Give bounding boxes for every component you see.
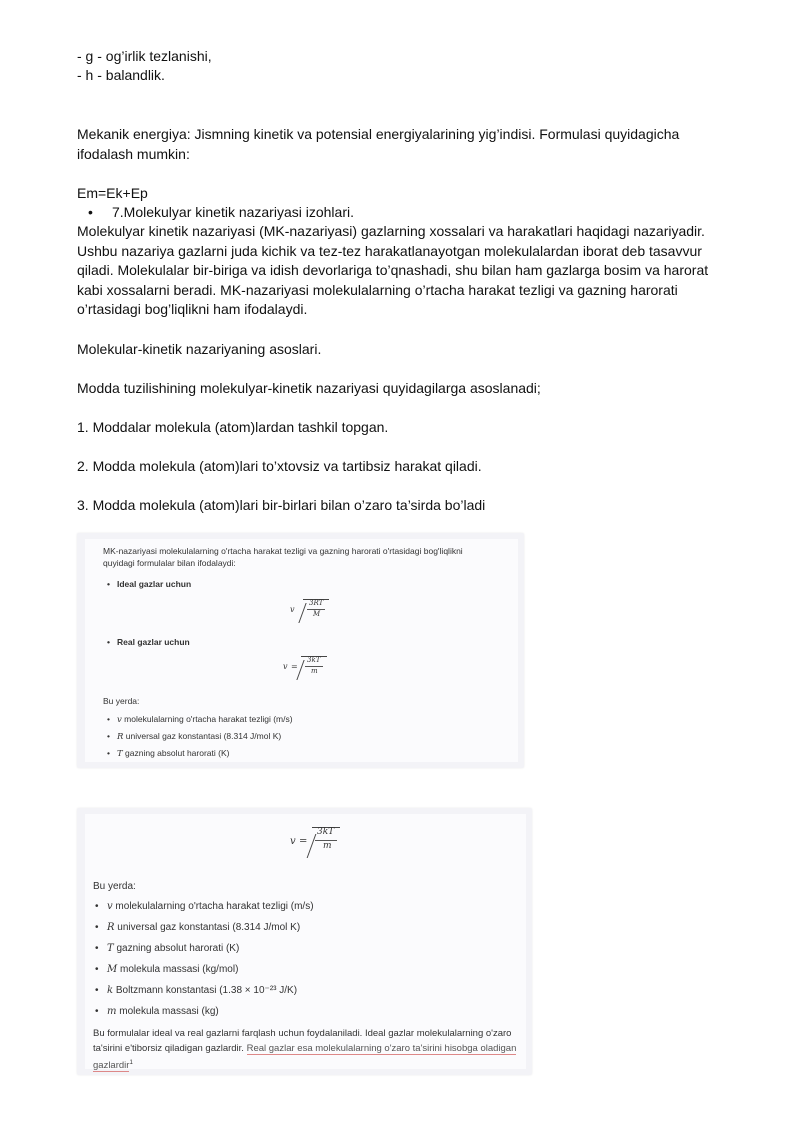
s2-def-k: • k Boltzmann konstantasi (1.38 × 10⁻²³ J/K)	[95, 985, 297, 996]
s2-def-v: • v molekulalarning o'rtacha harakat tezligi (m/s)	[95, 901, 314, 912]
s1-formula1-den: M	[313, 610, 321, 618]
s1-sqrt1-sign	[298, 603, 306, 623]
mk-theory-paragraph: Molekulyar kinetik nazariyasi (MK-nazariyasi) gazlarning xossalari va harakatlari haqidagi nazariyadir. Ushbu nazariya gazlarni juda kichik va tez-tez harakatlanayotgan molekulalardan iborat deb tasavvur qiladi. Molekulalar bir-biriga va idish devorlariga to’qnashadi, shu bilan ham gazlarga bosim va harorat kabi xossalarni beradi. MK-nazariyasi molekulalarning o’rtacha harakat tezligi va gazning harorati o’rtasidagi bog’liqlikni ham ifodalaydi.	[77, 223, 709, 317]
bullet-item-7: • 7.Molekulyar kinetik nazariyasi izohlari.	[88, 203, 354, 223]
embedded-screenshot-2	[77, 808, 532, 1075]
text-line-h: - h - balandlik.	[77, 67, 165, 83]
mechanical-energy-paragraph: Mekanik energiya: Jismning kinetik va potensial energiyalarining yig’indisi. Formulasi quyidagicha ifodalash mumkin:	[77, 126, 680, 162]
s2-bu-yerda: Bu yerda:	[93, 881, 136, 892]
s2-formula-num: 3kT	[317, 827, 335, 837]
s1-def-v: • v molekulalarning o'rtacha harakat tezligi (m/s)	[107, 714, 293, 725]
text-line-g: - g - og’irlik tezlanishi,	[77, 48, 212, 64]
s2-formula-den: m	[323, 841, 332, 851]
s2-def-t: • T gazning absolut harorati (K)	[95, 943, 239, 954]
s1-ideal-label: • Ideal gazlar uchun	[107, 579, 191, 589]
s1-def-r: • R universal gaz konstantasi (8.314 J/mol K)	[107, 731, 281, 742]
s1-formula2-num: 3kT	[307, 656, 321, 664]
s1-def-t: • T gazning absolut harorati (K)	[107, 748, 229, 759]
s2-def-r: • R universal gaz konstantasi (8.314 J/mol K)	[95, 922, 300, 933]
s2-def-m-lower: • m molekula massasi (kg)	[95, 1006, 219, 1017]
s2-footnote-line1: Bu formulalar ideal va real gazlarni farqlash uchun foydalaniladi. Ideal gazlar molekulalarning o'zaro	[93, 1028, 512, 1039]
s2-sqrt-sign	[307, 834, 317, 858]
s2-real-gas-link[interactable]: Real gazlar esa molekulalarning o'zaro ta'sirini hisobga oladigan	[246, 1043, 517, 1054]
s2-footnote-line3	[93, 1056, 133, 1073]
screenshot-2-content	[85, 814, 526, 1072]
s1-intro-line1: MK-nazariyasi molekulalarning o'rtacha harakat tezligi va gazning harorati o'rtasidagi bog'liqlikni	[103, 546, 463, 556]
point-1: 1. Moddalar molekula (atom)lardan tashkil topgan.	[77, 419, 389, 435]
screenshot-1-content	[85, 539, 518, 762]
s1-formula1-num: 3RT	[309, 599, 324, 607]
s1-bu-yerda: Bu yerda:	[103, 696, 140, 706]
s1-formula2-den: m	[311, 667, 318, 675]
point-3: 3. Modda molekula (atom)lari bir-birlari bilan o’zaro ta’sirda bo’ladi	[77, 497, 486, 513]
s1-formula2-v: v	[283, 662, 288, 671]
s2-footnote-line2: ta'sirini e'tiborsiz qiladigan gazlardir. Real gazlar esa molekulalarning o'zaro ta'sirini hisobga oladigan	[93, 1043, 517, 1054]
modda-intro: Modda tuzilishining molekulyar-kinetik nazariyasi quyidagilarga asoslanadi;	[77, 380, 541, 396]
s2-formula-eq: =	[299, 836, 308, 847]
point-2: 2. Modda molekula (atom)lari to’xtovsiz va tartibsiz harakat qiladi.	[77, 458, 482, 474]
s2-gazlardir-link[interactable]: gazlardir	[93, 1060, 130, 1072]
s1-intro-line2: quyidagi formulalar bilan ifodalaydi:	[103, 558, 236, 568]
s1-formula2-eq: =	[291, 662, 298, 671]
embedded-screenshot-1	[77, 533, 524, 768]
s1-real-label: • Real gazlar uchun	[107, 637, 190, 647]
s2-formula-v: v	[290, 836, 296, 847]
s2-def-m-upper: • M molekula massasi (kg/mol)	[95, 964, 238, 975]
energy-formula: Em=Ek+Ep	[77, 185, 148, 201]
s2-citation-marker[interactable]: 1	[129, 1060, 133, 1066]
asoslari-heading: Molekular-kinetik nazariyaning asoslari.	[77, 341, 322, 357]
s1-formula1-v: v	[290, 605, 295, 614]
